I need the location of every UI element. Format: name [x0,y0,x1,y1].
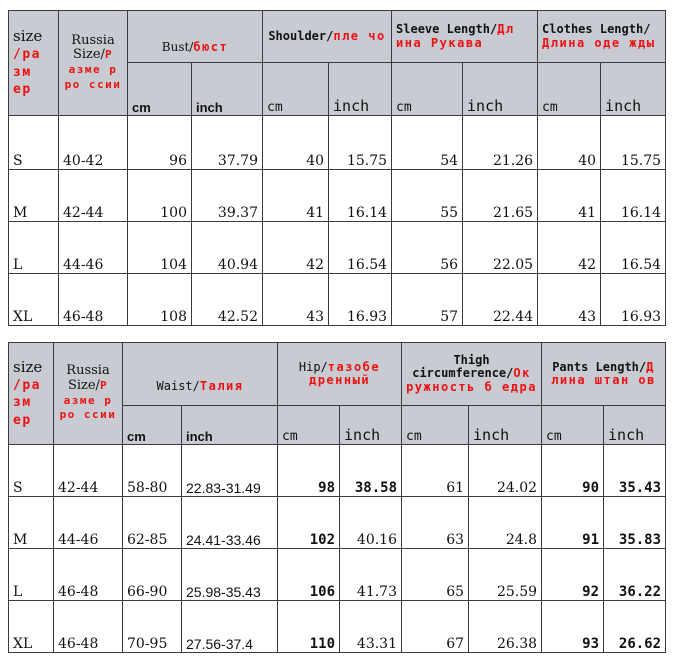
waist-cm-cell: 66-90 [123,549,182,601]
bust-cm-cell: 104 [128,222,192,274]
sleeve-inch-cell: 21.65 [463,170,538,222]
waist-inch-cell: 25.98-35.43 [182,549,278,601]
pants-cm-cell: 90 [542,445,604,497]
hip-inch-cell: 40.16 [340,497,402,549]
sleeve-cm-cell: 54 [392,116,463,170]
bust-cm-cell: 108 [128,274,192,326]
sleeve-inch-cell: 21.26 [463,116,538,170]
waist-inch-cell: 27.56-37.4 [182,601,278,653]
thigh-cm-label: cm [402,406,469,445]
bust-inch-cell: 37.79 [192,116,263,170]
table-row [9,116,666,170]
bust-cm-label: cm [128,63,192,116]
shoulder-header: Shoulder/пле чо [263,11,392,63]
clothes-cm-cell: 43 [538,274,601,326]
clothes-cm-label: cm [538,63,601,116]
sleeve-length-header: Sleeve Length/Дл ина Рукава [392,11,538,63]
size-cell: L [9,549,54,601]
size-cell: XL [9,601,54,653]
bust-inch-cell: 42.52 [192,274,263,326]
clothes-inch-cell: 16.54 [601,222,666,274]
waist-cm-cell: 70-95 [123,601,182,653]
waist-inch-label: inch [182,406,278,445]
size-header: size /ра зм ер [9,343,54,445]
russia-size-cell: 42-44 [54,445,123,497]
hip-cm-cell: 110 [278,601,340,653]
thigh-inch-cell: 24.02 [469,445,542,497]
bust-cm-cell: 100 [128,170,192,222]
russia-size-header: Russia Size/Р азме р ро ссии [59,11,128,116]
pants-inch-cell: 26.62 [604,601,666,653]
bust-inch-cell: 39.37 [192,170,263,222]
table-row [9,549,666,601]
russia-size-cell: 46-48 [54,601,123,653]
waist-inch-cell: 24.41-33.46 [182,497,278,549]
russia-size-cell: 44-46 [54,497,123,549]
sleeve-cm-label: cm [392,63,463,116]
hip-inch-cell: 38.58 [340,445,402,497]
bust-inch-cell: 40.94 [192,222,263,274]
size-header: size /ра зм ер [9,11,59,116]
sleeve-inch-cell: 22.05 [463,222,538,274]
hip-cm-label: cm [278,406,340,445]
shoulder-inch-cell: 16.54 [329,222,392,274]
pants-inch-cell: 35.43 [604,445,666,497]
size-cell: L [9,222,59,274]
shoulder-cm-cell: 43 [263,274,329,326]
pants-cm-cell: 91 [542,497,604,549]
sleeve-inch-label: inch [463,63,538,116]
shoulder-inch-cell: 15.75 [329,116,392,170]
shoulder-cm-cell: 41 [263,170,329,222]
pants-inch-cell: 36.22 [604,549,666,601]
hip-header: Hip/тазобе дренный [278,343,402,406]
clothes-cm-cell: 42 [538,222,601,274]
thigh-cm-cell: 61 [402,445,469,497]
russia-size-header: Russia Size/Р азме р ро ссии [54,343,123,445]
thigh-inch-cell: 26.38 [469,601,542,653]
hip-inch-label: inch [340,406,402,445]
bust-inch-label: inch [192,63,263,116]
russia-size-cell: 40-42 [59,116,128,170]
waist-cm-cell: 62-85 [123,497,182,549]
thigh-inch-cell: 25.59 [469,549,542,601]
thigh-inch-label: inch [469,406,542,445]
clothes-length-header: Clothes Length/Длина оде жды [538,11,666,63]
sleeve-cm-cell: 55 [392,170,463,222]
sleeve-inch-cell: 22.44 [463,274,538,326]
waist-header: Waist/Талия [123,343,278,406]
size-cell: S [9,116,59,170]
table-row [9,497,666,549]
clothes-cm-cell: 41 [538,170,601,222]
table-row [9,445,666,497]
hip-inch-cell: 41.73 [340,549,402,601]
clothes-inch-label: inch [601,63,666,116]
hip-cm-cell: 98 [278,445,340,497]
bust-cm-cell: 96 [128,116,192,170]
shoulder-cm-cell: 42 [263,222,329,274]
russia-size-cell: 46-48 [54,549,123,601]
shoulder-inch-cell: 16.93 [329,274,392,326]
russia-size-cell: 46-48 [59,274,128,326]
size-cell: XL [9,274,59,326]
sleeve-cm-cell: 57 [392,274,463,326]
pants-cm-cell: 92 [542,549,604,601]
pants-inch-cell: 35.83 [604,497,666,549]
bottom-size-table [8,342,666,653]
sleeve-cm-cell: 56 [392,222,463,274]
hip-cm-cell: 106 [278,549,340,601]
russia-size-cell: 42-44 [59,170,128,222]
clothes-cm-cell: 40 [538,116,601,170]
hip-cm-cell: 102 [278,497,340,549]
waist-cm-label: cm [123,406,182,445]
pants-inch-label: inch [604,406,666,445]
clothes-inch-cell: 16.93 [601,274,666,326]
table-row [9,274,666,326]
thigh-cm-cell: 63 [402,497,469,549]
pants-cm-label: cm [542,406,604,445]
thigh-cm-cell: 67 [402,601,469,653]
top-size-table [8,10,666,326]
size-cell: S [9,445,54,497]
size-cell: M [9,170,59,222]
thigh-cm-cell: 65 [402,549,469,601]
bust-header: Bust/бюст [128,11,263,63]
table-row [9,222,666,274]
hip-inch-cell: 43.31 [340,601,402,653]
table-row [9,601,666,653]
thigh-inch-cell: 24.8 [469,497,542,549]
shoulder-cm-label: cm [263,63,329,116]
russia-size-cell: 44-46 [59,222,128,274]
clothes-inch-cell: 15.75 [601,116,666,170]
waist-cm-cell: 58-80 [123,445,182,497]
pants-length-header: Pants Length/Д лина штан ов [542,343,666,406]
thigh-circumference-header: Thigh circumference/Ок ружность б едра [402,343,542,406]
shoulder-cm-cell: 40 [263,116,329,170]
size-cell: M [9,497,54,549]
waist-inch-cell: 22.83-31.49 [182,445,278,497]
pants-cm-cell: 93 [542,601,604,653]
clothes-inch-cell: 16.14 [601,170,666,222]
shoulder-inch-cell: 16.14 [329,170,392,222]
shoulder-inch-label: inch [329,63,392,116]
table-row [9,170,666,222]
